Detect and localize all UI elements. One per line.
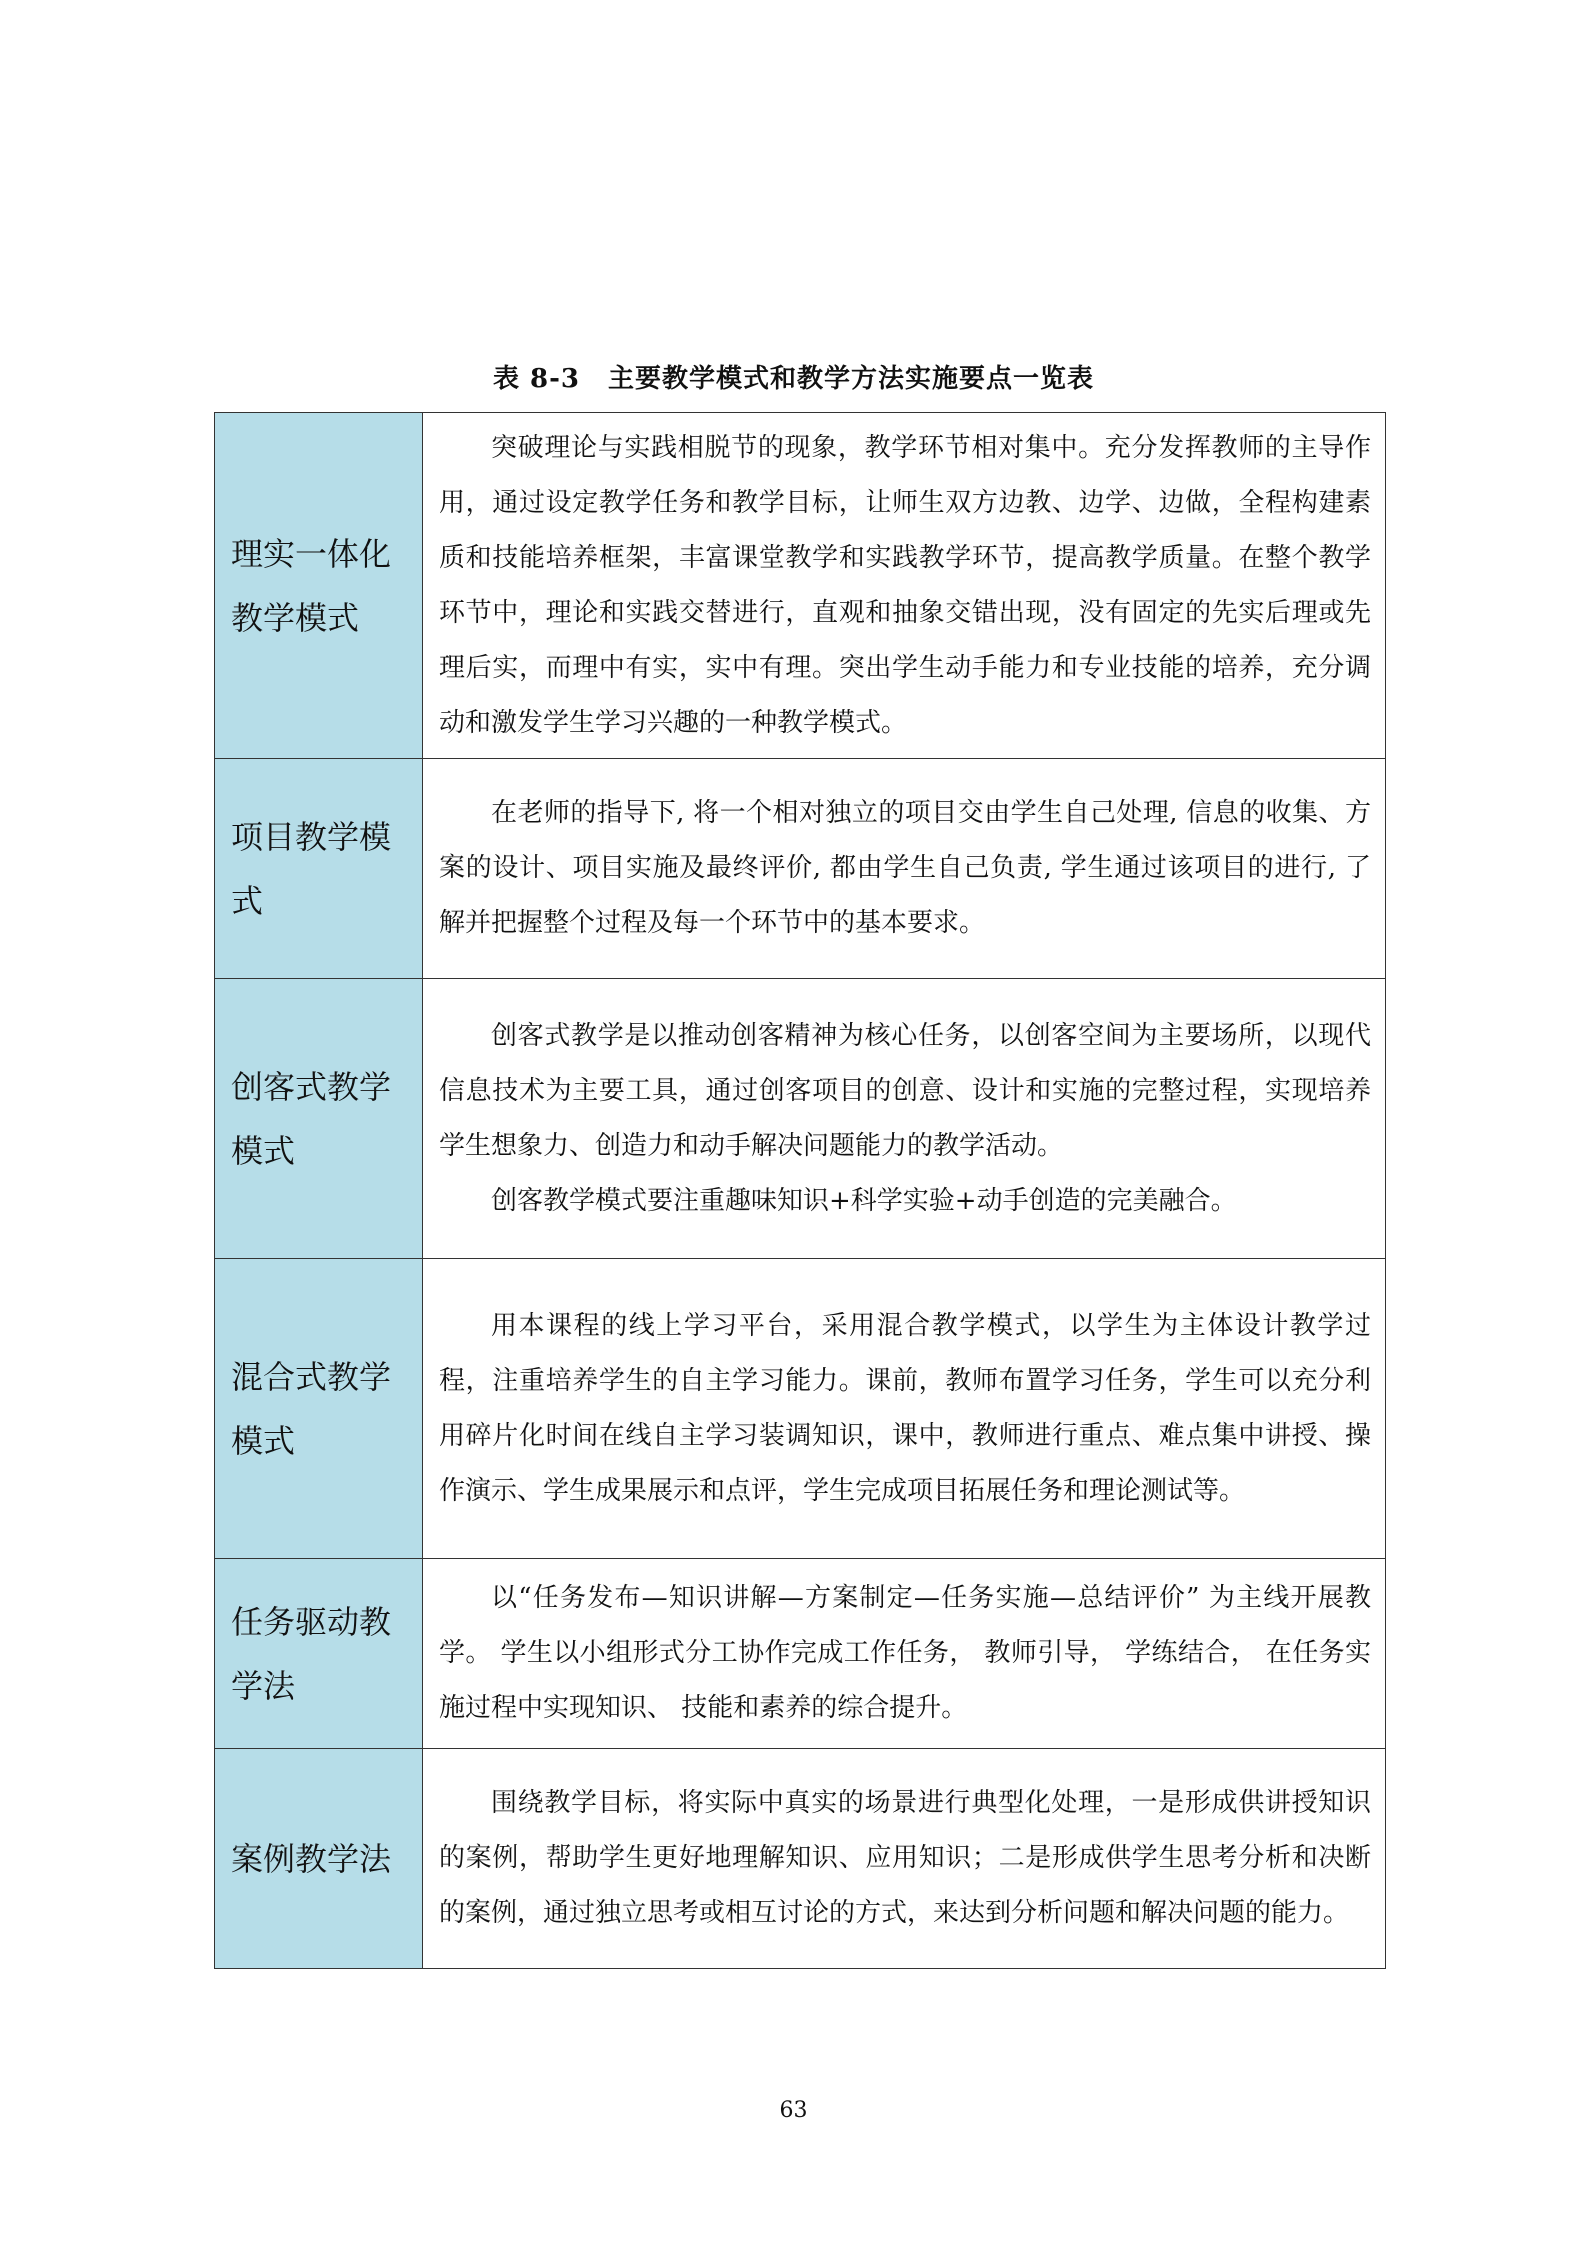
row-label: 任务驱动教学法 (215, 1559, 423, 1749)
table-number: 表 8-3 (492, 364, 580, 394)
description-paragraph: 在老师的指导下, 将一个相对独立的项目交由学生自己处理, 信息的收集、方案的设计、项目实施及最终评价, 都由学生自己负责, 学生通过该项目的进行, 了解并把握整个过程及每一个环节中的基本要求。 (439, 798, 1371, 938)
table-row (215, 1259, 1386, 1559)
row-label: 案例教学法 (215, 1749, 423, 1969)
description-paragraph: 用本课程的线上学习平台，采用混合教学模式，以学生为主体设计教学过程，注重培养学生的自主学习能力。课前，教师布置学习任务，学生可以充分利用碎片化时间在线自主学习装调知识，课中，教师进行重点、难点集中讲授、操作演示、学生成果展示和点评，学生完成项目拓展任务和理论测试等。 (439, 1310, 1371, 1506)
table-caption (0, 358, 1587, 395)
table-row (215, 759, 1386, 979)
table-row (215, 413, 1386, 759)
row-description (423, 1749, 1386, 1969)
table-row (215, 1749, 1386, 1969)
row-label: 混合式教学模式 (215, 1259, 423, 1559)
description-paragraph: 以“任务发布—知识讲解—方案制定—任务实施—总结评价” 为主线开展教学。 学生以小组形式分工协作完成工作任务， 教师引导， 学练结合， 在任务实施过程中实现知识、 技能和素养的综合提升。 (439, 1583, 1371, 1723)
table-row (215, 1559, 1386, 1749)
row-label: 项目教学模式 (215, 759, 423, 979)
page-number: 63 (779, 2098, 808, 2123)
row-description (423, 1259, 1386, 1559)
table-row (215, 979, 1386, 1259)
description-paragraph: 突破理论与实践相脱节的现象，教学环节相对集中。充分发挥教师的主导作用，通过设定教学任务和教学目标，让师生双方边教、边学、边做，全程构建素质和技能培养框架，丰富课堂教学和实践教学环节，提高教学质量。在整个教学环节中，理论和实践交替进行，直观和抽象交错出现，没有固定的先实后理或先理后实，而理中有实，实中有理。突出学生动手能力和专业技能的培养，充分调动和激发学生学习兴趣的一种教学模式。 (439, 432, 1371, 738)
description-paragraph: 创客教学模式要注重趣味知识+科学实验+动手创造的完美融合。 (491, 1185, 1237, 1216)
description-paragraph: 创客式教学是以推动创客精神为核心任务，以创客空间为主要场所，以现代信息技术为主要工具，通过创客项目的创意、设计和实施的完整过程，实现培养学生想象力、创造力和动手解决问题能力的教学活动。 (439, 1020, 1371, 1161)
row-label: 创客式教学模式 (215, 979, 423, 1259)
row-description (423, 413, 1386, 759)
table-title: 主要教学模式和教学方法实施要点一览表 (608, 364, 1095, 394)
teaching-methods-table (214, 412, 1386, 1969)
row-description (423, 1559, 1386, 1749)
row-label: 理实一体化教学模式 (215, 413, 423, 759)
row-description (423, 759, 1386, 979)
row-description (423, 979, 1386, 1259)
description-paragraph: 围绕教学目标，将实际中真实的场景进行典型化处理，一是形成供讲授知识的案例，帮助学生更好地理解知识、应用知识；二是形成供学生思考分析和决断的案例，通过独立思考或相互讨论的方式，来达到分析问题和解决问题的能力。 (439, 1788, 1371, 1928)
